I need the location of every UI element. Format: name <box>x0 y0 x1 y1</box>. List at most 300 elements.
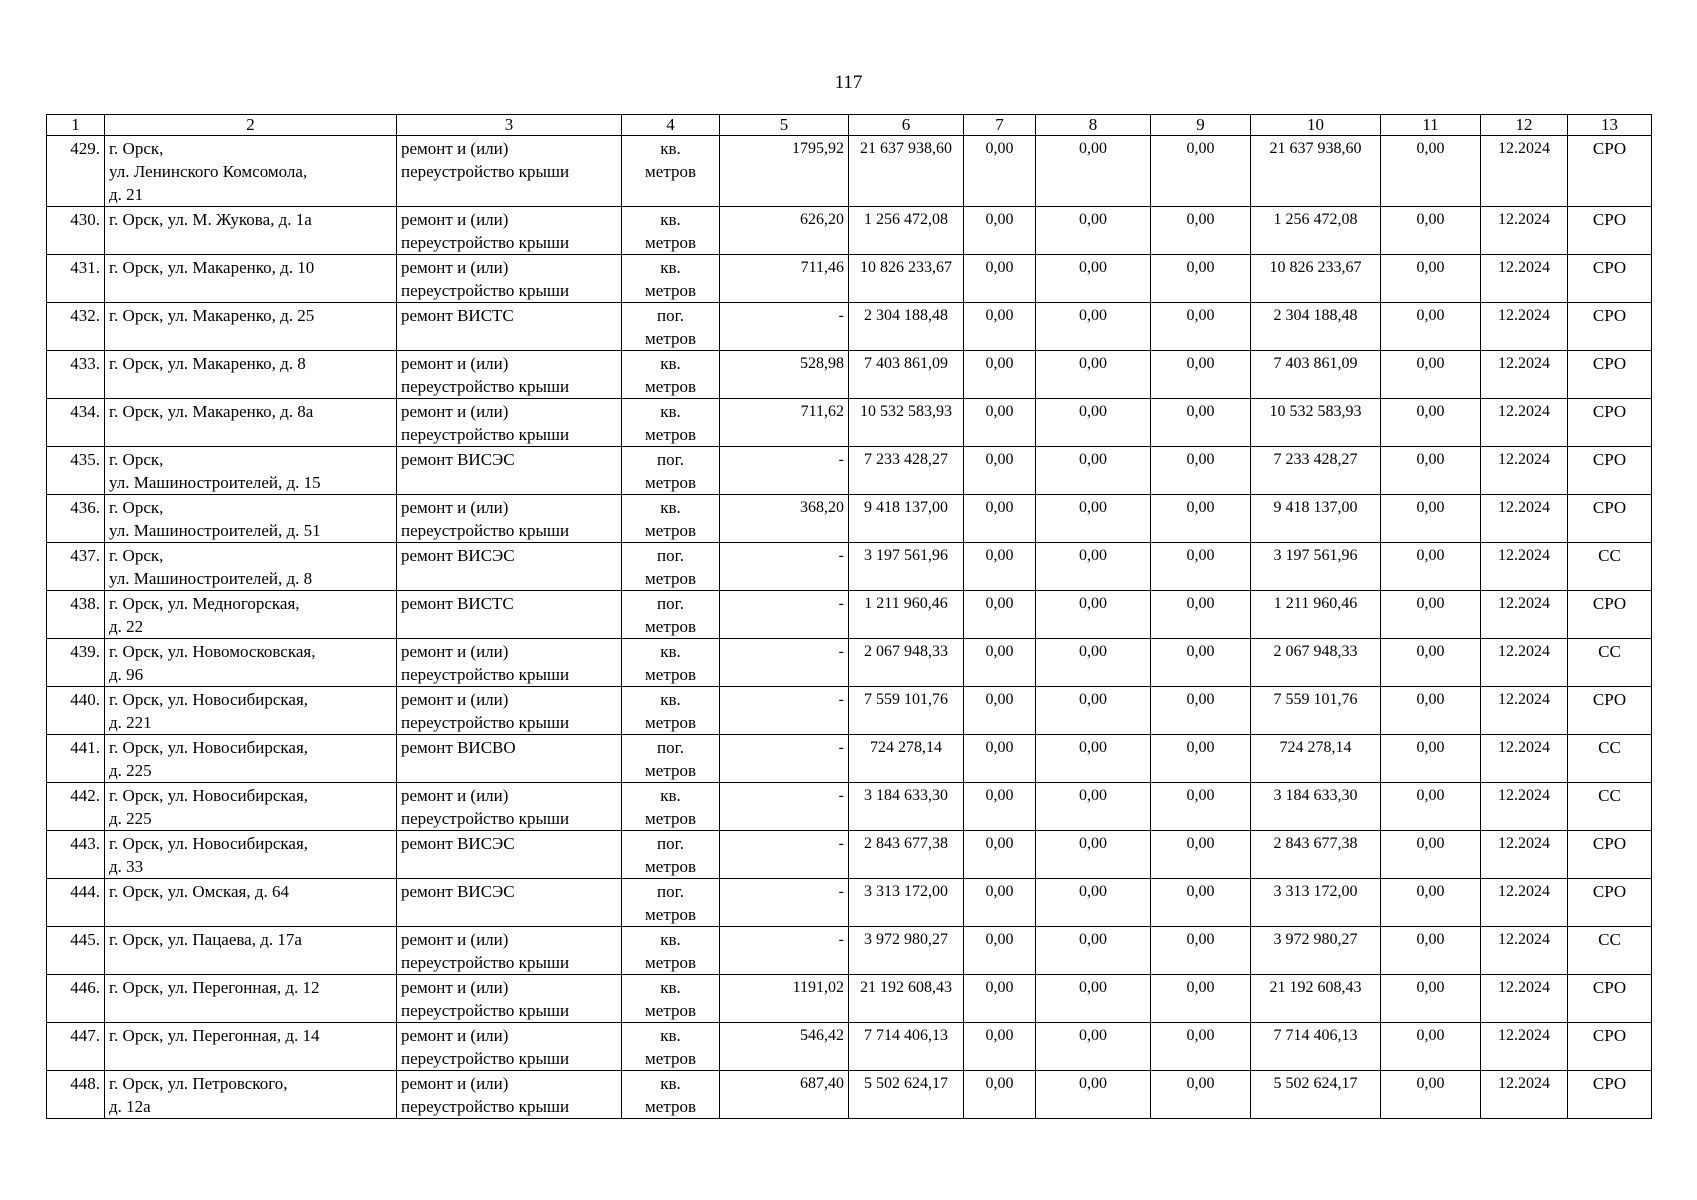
table-row <box>47 927 1652 975</box>
column-8-value: 0,00 <box>1036 879 1151 927</box>
column-9-value: 0,00 <box>1151 447 1251 495</box>
column-10-value: 10 532 583,93 <box>1251 399 1381 447</box>
contractor-type: СС <box>1568 735 1652 783</box>
address-cell <box>105 447 397 495</box>
total-cost-value: 21 637 938,60 <box>849 136 964 207</box>
contractor-type: СРО <box>1568 831 1652 879</box>
completion-date: 12.2024 <box>1481 591 1568 639</box>
address-line: д. 96 <box>109 665 144 684</box>
area-value: 1795,92 <box>720 136 849 207</box>
unit-line: метров <box>645 809 696 828</box>
unit-line: метров <box>645 617 696 636</box>
unit-line: кв. <box>660 1074 681 1093</box>
work-type-cell <box>397 639 622 687</box>
address-line: ул. Ленинского Комсомола, <box>109 162 308 181</box>
column-8-value: 0,00 <box>1036 495 1151 543</box>
address-line: г. Орск, ул. Перегонная, д. 14 <box>109 1026 320 1045</box>
area-value: 368,20 <box>720 495 849 543</box>
table-row <box>47 447 1652 495</box>
table-row <box>47 136 1652 207</box>
unit-line: метров <box>645 665 696 684</box>
work-type-line: ремонт и (или) <box>401 1074 509 1093</box>
work-type-cell <box>397 1023 622 1071</box>
row-number: 442. <box>47 783 105 831</box>
work-type-cell <box>397 975 622 1023</box>
work-type-line: переустройство крыши <box>401 1097 570 1116</box>
address-cell <box>105 735 397 783</box>
row-number: 434. <box>47 399 105 447</box>
address-cell <box>105 303 397 351</box>
total-cost-value: 3 972 980,27 <box>849 927 964 975</box>
column-9-value: 0,00 <box>1151 1023 1251 1071</box>
unit-line: кв. <box>660 354 681 373</box>
row-number: 446. <box>47 975 105 1023</box>
unit-line: пог. <box>657 546 684 565</box>
unit-line: метров <box>645 1049 696 1068</box>
address-line: ул. Машиностроителей, д. 51 <box>109 521 321 540</box>
area-value: 546,42 <box>720 1023 849 1071</box>
contractor-type: СРО <box>1568 591 1652 639</box>
address-line: г. Орск, <box>109 546 164 565</box>
column-7-value: 0,00 <box>964 783 1036 831</box>
address-cell <box>105 879 397 927</box>
work-type-line: ремонт и (или) <box>401 978 509 997</box>
work-type-cell <box>397 687 622 735</box>
area-value: 1191,02 <box>720 975 849 1023</box>
column-10-value: 7 233 428,27 <box>1251 447 1381 495</box>
unit-line: пог. <box>657 738 684 757</box>
column-10-value: 1 256 472,08 <box>1251 207 1381 255</box>
work-type-line: ремонт и (или) <box>401 786 509 805</box>
total-cost-value: 10 826 233,67 <box>849 255 964 303</box>
column-7-value: 0,00 <box>964 879 1036 927</box>
address-line: г. Орск, ул. Омская, д. 64 <box>109 882 289 901</box>
work-type-line: переустройство крыши <box>401 1049 570 1068</box>
work-type-line: переустройство крыши <box>401 162 570 181</box>
address-line: д. 21 <box>109 185 144 204</box>
unit-line: метров <box>645 425 696 444</box>
column-9-value: 0,00 <box>1151 687 1251 735</box>
unit-cell <box>622 303 720 351</box>
column-11-value: 0,00 <box>1381 783 1481 831</box>
row-number: 440. <box>47 687 105 735</box>
unit-line: метров <box>645 857 696 876</box>
address-cell <box>105 495 397 543</box>
unit-line: кв. <box>660 402 681 421</box>
address-line: г. Орск, ул. М. Жукова, д. 1а <box>109 210 312 229</box>
work-type-line: переустройство крыши <box>401 425 570 444</box>
column-9-value: 0,00 <box>1151 735 1251 783</box>
table-row <box>47 303 1652 351</box>
column-8-value: 0,00 <box>1036 1071 1151 1119</box>
column-8-value: 0,00 <box>1036 207 1151 255</box>
address-line: г. Орск, ул. Медногорская, <box>109 594 300 613</box>
column-11-value: 0,00 <box>1381 1023 1481 1071</box>
address-line: г. Орск, <box>109 139 164 158</box>
column-7-value: 0,00 <box>964 927 1036 975</box>
address-line: д. 221 <box>109 713 152 732</box>
contractor-type: СС <box>1568 783 1652 831</box>
column-7-value: 0,00 <box>964 639 1036 687</box>
table-row <box>47 351 1652 399</box>
address-line: г. Орск, ул. Макаренко, д. 8 <box>109 354 306 373</box>
column-7-value: 0,00 <box>964 399 1036 447</box>
address-line: г. Орск, ул. Новосибирская, <box>109 834 309 853</box>
unit-line: кв. <box>660 139 681 158</box>
address-cell <box>105 1071 397 1119</box>
work-type-cell <box>397 495 622 543</box>
area-value: 528,98 <box>720 351 849 399</box>
column-8-value: 0,00 <box>1036 687 1151 735</box>
work-type-line: ремонт ВИСТС <box>401 594 514 613</box>
unit-line: кв. <box>660 930 681 949</box>
total-cost-value: 9 418 137,00 <box>849 495 964 543</box>
completion-date: 12.2024 <box>1481 399 1568 447</box>
address-line: д. 225 <box>109 809 152 828</box>
page-number: 117 <box>834 72 863 93</box>
column-10-value: 2 304 188,48 <box>1251 303 1381 351</box>
column-7-value: 0,00 <box>964 591 1036 639</box>
address-cell <box>105 927 397 975</box>
column-11-value: 0,00 <box>1381 687 1481 735</box>
column-10-value: 2 843 677,38 <box>1251 831 1381 879</box>
unit-cell <box>622 1071 720 1119</box>
address-line: д. 33 <box>109 857 144 876</box>
column-10-value: 3 184 633,30 <box>1251 783 1381 831</box>
column-number: 5 <box>720 115 849 136</box>
unit-line: метров <box>645 521 696 540</box>
column-7-value: 0,00 <box>964 255 1036 303</box>
address-line: г. Орск, ул. Макаренко, д. 25 <box>109 306 315 325</box>
work-type-line: ремонт ВИСЭС <box>401 882 515 901</box>
completion-date: 12.2024 <box>1481 1023 1568 1071</box>
table-body <box>47 115 1652 1119</box>
work-type-line: ремонт и (или) <box>401 139 509 158</box>
column-9-value: 0,00 <box>1151 136 1251 207</box>
column-7-value: 0,00 <box>964 136 1036 207</box>
unit-line: кв. <box>660 786 681 805</box>
address-cell <box>105 639 397 687</box>
unit-line: метров <box>645 473 696 492</box>
total-cost-value: 3 313 172,00 <box>849 879 964 927</box>
row-number: 444. <box>47 879 105 927</box>
area-value: - <box>720 303 849 351</box>
work-type-cell <box>397 303 622 351</box>
work-type-line: ремонт и (или) <box>401 1026 509 1045</box>
contractor-type: СС <box>1568 543 1652 591</box>
completion-date: 12.2024 <box>1481 207 1568 255</box>
area-value: 626,20 <box>720 207 849 255</box>
table-row <box>47 735 1652 783</box>
column-number: 3 <box>397 115 622 136</box>
unit-line: кв. <box>660 498 681 517</box>
column-10-value: 3 197 561,96 <box>1251 543 1381 591</box>
work-type-line: ремонт и (или) <box>401 210 509 229</box>
unit-cell <box>622 495 720 543</box>
column-10-value: 7 559 101,76 <box>1251 687 1381 735</box>
area-value: - <box>720 543 849 591</box>
completion-date: 12.2024 <box>1481 543 1568 591</box>
contractor-type: СРО <box>1568 303 1652 351</box>
unit-cell <box>622 831 720 879</box>
completion-date: 12.2024 <box>1481 255 1568 303</box>
area-value: 687,40 <box>720 1071 849 1119</box>
column-8-value: 0,00 <box>1036 927 1151 975</box>
column-7-value: 0,00 <box>964 543 1036 591</box>
table-row <box>47 207 1652 255</box>
contractor-type: СРО <box>1568 399 1652 447</box>
row-number: 437. <box>47 543 105 591</box>
column-number: 10 <box>1251 115 1381 136</box>
work-type-line: переустройство крыши <box>401 233 570 252</box>
column-9-value: 0,00 <box>1151 783 1251 831</box>
column-10-value: 5 502 624,17 <box>1251 1071 1381 1119</box>
work-type-line: переустройство крыши <box>401 281 570 300</box>
total-cost-value: 3 197 561,96 <box>849 543 964 591</box>
column-8-value: 0,00 <box>1036 351 1151 399</box>
column-7-value: 0,00 <box>964 447 1036 495</box>
table-row <box>47 399 1652 447</box>
column-11-value: 0,00 <box>1381 591 1481 639</box>
column-7-value: 0,00 <box>964 303 1036 351</box>
address-line: ул. Машиностроителей, д. 15 <box>109 473 321 492</box>
completion-date: 12.2024 <box>1481 831 1568 879</box>
column-7-value: 0,00 <box>964 1071 1036 1119</box>
column-9-value: 0,00 <box>1151 543 1251 591</box>
work-type-cell <box>397 136 622 207</box>
row-number: 443. <box>47 831 105 879</box>
row-number: 448. <box>47 1071 105 1119</box>
column-11-value: 0,00 <box>1381 879 1481 927</box>
column-7-value: 0,00 <box>964 351 1036 399</box>
work-type-cell <box>397 927 622 975</box>
register-table <box>46 114 1652 1119</box>
column-9-value: 0,00 <box>1151 207 1251 255</box>
unit-line: метров <box>645 1097 696 1116</box>
work-type-line: ремонт и (или) <box>401 258 509 277</box>
work-type-line: переустройство крыши <box>401 665 570 684</box>
unit-line: кв. <box>660 978 681 997</box>
column-9-value: 0,00 <box>1151 1071 1251 1119</box>
column-number: 7 <box>964 115 1036 136</box>
completion-date: 12.2024 <box>1481 879 1568 927</box>
contractor-type: СРО <box>1568 495 1652 543</box>
area-value: - <box>720 927 849 975</box>
area-value: - <box>720 783 849 831</box>
address-line: д. 22 <box>109 617 144 636</box>
unit-line: метров <box>645 905 696 924</box>
completion-date: 12.2024 <box>1481 639 1568 687</box>
work-type-cell <box>397 543 622 591</box>
column-8-value: 0,00 <box>1036 735 1151 783</box>
contractor-type: СРО <box>1568 975 1652 1023</box>
area-value: 711,62 <box>720 399 849 447</box>
unit-line: кв. <box>660 690 681 709</box>
column-9-value: 0,00 <box>1151 495 1251 543</box>
row-number: 435. <box>47 447 105 495</box>
address-cell <box>105 831 397 879</box>
area-value: - <box>720 687 849 735</box>
unit-line: метров <box>645 233 696 252</box>
address-cell <box>105 255 397 303</box>
column-8-value: 0,00 <box>1036 975 1151 1023</box>
address-cell <box>105 136 397 207</box>
column-11-value: 0,00 <box>1381 927 1481 975</box>
column-11-value: 0,00 <box>1381 447 1481 495</box>
column-11-value: 0,00 <box>1381 207 1481 255</box>
area-value: - <box>720 735 849 783</box>
table-row <box>47 255 1652 303</box>
address-cell <box>105 207 397 255</box>
area-value: - <box>720 831 849 879</box>
contractor-type: СРО <box>1568 1071 1652 1119</box>
row-number: 433. <box>47 351 105 399</box>
unit-line: кв. <box>660 642 681 661</box>
column-number: 9 <box>1151 115 1251 136</box>
work-type-line: ремонт ВИСЭС <box>401 546 515 565</box>
row-number: 439. <box>47 639 105 687</box>
contractor-type: СРО <box>1568 447 1652 495</box>
table-row <box>47 879 1652 927</box>
unit-cell <box>622 639 720 687</box>
column-7-value: 0,00 <box>964 207 1036 255</box>
work-type-cell <box>397 399 622 447</box>
column-7-value: 0,00 <box>964 687 1036 735</box>
total-cost-value: 724 278,14 <box>849 735 964 783</box>
contractor-type: СРО <box>1568 207 1652 255</box>
contractor-type: СРО <box>1568 879 1652 927</box>
column-9-value: 0,00 <box>1151 927 1251 975</box>
column-10-value: 21 192 608,43 <box>1251 975 1381 1023</box>
column-11-value: 0,00 <box>1381 351 1481 399</box>
column-11-value: 0,00 <box>1381 136 1481 207</box>
total-cost-value: 7 233 428,27 <box>849 447 964 495</box>
completion-date: 12.2024 <box>1481 136 1568 207</box>
column-10-value: 3 972 980,27 <box>1251 927 1381 975</box>
unit-cell <box>622 735 720 783</box>
unit-line: метров <box>645 329 696 348</box>
column-10-value: 9 418 137,00 <box>1251 495 1381 543</box>
completion-date: 12.2024 <box>1481 447 1568 495</box>
column-11-value: 0,00 <box>1381 303 1481 351</box>
column-number: 13 <box>1568 115 1652 136</box>
work-type-line: ремонт ВИСЭС <box>401 834 515 853</box>
work-type-line: ремонт и (или) <box>401 930 509 949</box>
address-cell <box>105 543 397 591</box>
total-cost-value: 1 211 960,46 <box>849 591 964 639</box>
address-line: д. 12а <box>109 1097 151 1116</box>
row-number: 429. <box>47 136 105 207</box>
work-type-cell <box>397 783 622 831</box>
column-7-value: 0,00 <box>964 495 1036 543</box>
work-type-line: ремонт и (или) <box>401 402 509 421</box>
row-number: 432. <box>47 303 105 351</box>
column-9-value: 0,00 <box>1151 255 1251 303</box>
column-number-row <box>47 115 1652 136</box>
total-cost-value: 7 403 861,09 <box>849 351 964 399</box>
unit-line: кв. <box>660 210 681 229</box>
work-type-line: ремонт и (или) <box>401 690 509 709</box>
column-8-value: 0,00 <box>1036 136 1151 207</box>
column-7-value: 0,00 <box>964 735 1036 783</box>
work-type-cell <box>397 735 622 783</box>
contractor-type: СС <box>1568 927 1652 975</box>
column-8-value: 0,00 <box>1036 303 1151 351</box>
table-row <box>47 495 1652 543</box>
work-type-cell <box>397 255 622 303</box>
row-number: 441. <box>47 735 105 783</box>
column-11-value: 0,00 <box>1381 255 1481 303</box>
address-cell <box>105 687 397 735</box>
unit-line: пог. <box>657 594 684 613</box>
column-11-value: 0,00 <box>1381 639 1481 687</box>
unit-cell <box>622 975 720 1023</box>
column-number: 11 <box>1381 115 1481 136</box>
unit-cell <box>622 207 720 255</box>
unit-line: метров <box>645 953 696 972</box>
unit-cell <box>622 879 720 927</box>
address-cell <box>105 351 397 399</box>
unit-line: пог. <box>657 834 684 853</box>
total-cost-value: 2 067 948,33 <box>849 639 964 687</box>
column-10-value: 10 826 233,67 <box>1251 255 1381 303</box>
unit-line: метров <box>645 761 696 780</box>
column-10-value: 7 403 861,09 <box>1251 351 1381 399</box>
table-row <box>47 783 1652 831</box>
column-8-value: 0,00 <box>1036 591 1151 639</box>
column-8-value: 0,00 <box>1036 639 1151 687</box>
address-cell <box>105 975 397 1023</box>
column-9-value: 0,00 <box>1151 303 1251 351</box>
total-cost-value: 3 184 633,30 <box>849 783 964 831</box>
completion-date: 12.2024 <box>1481 735 1568 783</box>
unit-cell <box>622 687 720 735</box>
table-row <box>47 975 1652 1023</box>
unit-line: метров <box>645 1001 696 1020</box>
row-number: 430. <box>47 207 105 255</box>
table-row <box>47 543 1652 591</box>
total-cost-value: 7 714 406,13 <box>849 1023 964 1071</box>
area-value: - <box>720 447 849 495</box>
work-type-line: ремонт и (или) <box>401 642 509 661</box>
work-type-line: переустройство крыши <box>401 377 570 396</box>
column-9-value: 0,00 <box>1151 591 1251 639</box>
address-line: г. Орск, ул. Новосибирская, <box>109 690 309 709</box>
column-11-value: 0,00 <box>1381 495 1481 543</box>
column-7-value: 0,00 <box>964 1023 1036 1071</box>
row-number: 447. <box>47 1023 105 1071</box>
table-row <box>47 639 1652 687</box>
column-8-value: 0,00 <box>1036 783 1151 831</box>
completion-date: 12.2024 <box>1481 927 1568 975</box>
column-8-value: 0,00 <box>1036 543 1151 591</box>
total-cost-value: 1 256 472,08 <box>849 207 964 255</box>
address-line: г. Орск, ул. Перегонная, д. 12 <box>109 978 320 997</box>
column-10-value: 1 211 960,46 <box>1251 591 1381 639</box>
unit-line: кв. <box>660 1026 681 1045</box>
table-row <box>47 1023 1652 1071</box>
row-number: 438. <box>47 591 105 639</box>
address-line: г. Орск, ул. Пацаева, д. 17а <box>109 930 302 949</box>
address-cell <box>105 399 397 447</box>
column-8-value: 0,00 <box>1036 399 1151 447</box>
work-type-line: ремонт ВИСТС <box>401 306 514 325</box>
unit-cell <box>622 927 720 975</box>
address-line: г. Орск, ул. Макаренко, д. 10 <box>109 258 315 277</box>
unit-line: метров <box>645 377 696 396</box>
work-type-line: переустройство крыши <box>401 953 570 972</box>
unit-cell <box>622 255 720 303</box>
